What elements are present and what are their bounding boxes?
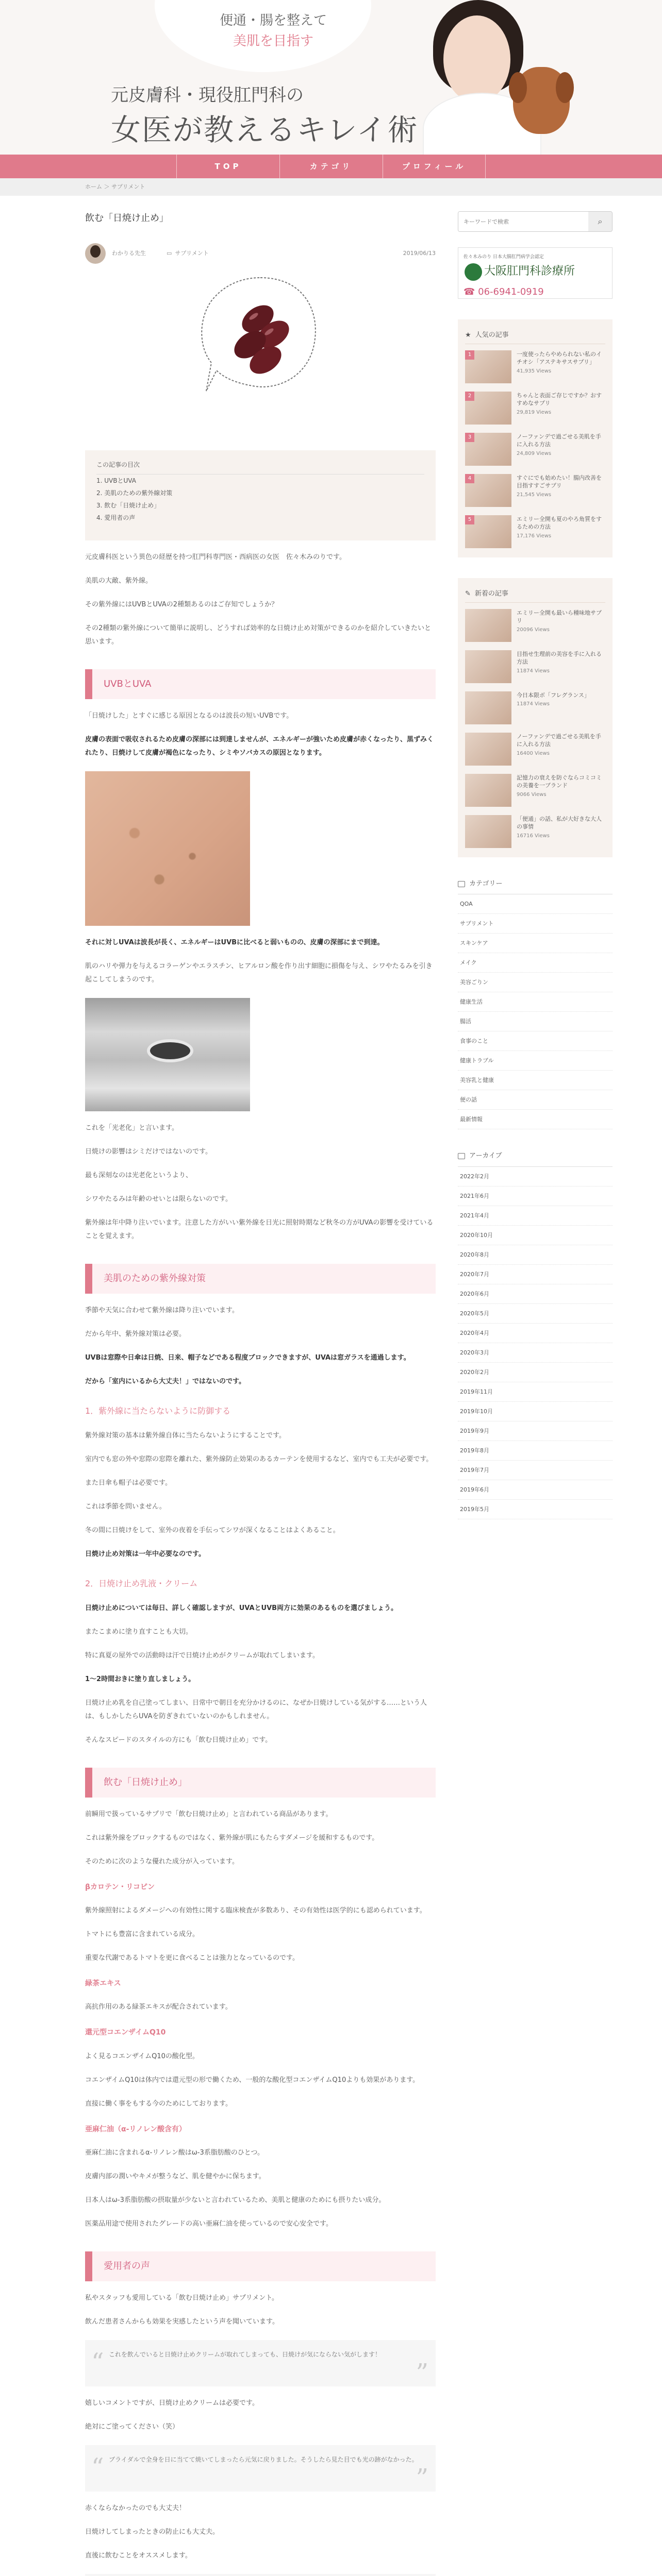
subheading-avoid-uv: 1．紫外線に当たらないように防御する <box>85 1406 231 1416</box>
paragraph: これは紫外線をブロックするものではなく、紫外線が肌にもたらすダメージを緩和するものです。 <box>85 1834 379 1842</box>
section-heading-drink-sunscreen: 飲む「日焼け止め」 <box>85 1768 436 1798</box>
intro-2: 美肌の大敵、紫外線。 <box>85 577 153 585</box>
paragraph: UVBは窓際や日傘は日焼、日来、帽子などである程度ブロックできますが、UVAは窓ガラスを通過します。 <box>85 1354 410 1362</box>
category-item[interactable]: 食事のこと <box>458 1031 613 1051</box>
section-heading-user-voices: 愛用者の声 <box>85 2251 436 2281</box>
clinic-logo-icon <box>465 263 482 281</box>
paragraph: 前瞬用で扱っているサプリで「飲む日焼け止め」と言われている商品があります。 <box>85 1810 333 1818</box>
paragraph: 絶対にご塗ってください（笑） <box>85 2422 179 2431</box>
archive-item[interactable]: 2019年11月 <box>458 1382 613 1402</box>
new-item[interactable]: エミリー全開も最いら種味地サプリ 20096 Views <box>465 609 605 644</box>
skin-spots-photo <box>85 771 250 926</box>
testimonial-quote: “ これを飲んでいると日焼け止めクリームが取れてしまっても、日焼けが気にならない気がします！ ” <box>85 2340 436 2386</box>
pencil-icon: ✎ <box>465 589 471 598</box>
new-item[interactable]: 記憶力の衰えを防ぐならコミコミの美養を一ブランド 9066 Views <box>465 774 605 809</box>
category-item[interactable]: 便の話 <box>458 1090 613 1110</box>
nav-top[interactable]: TOP <box>176 155 279 178</box>
paragraph: コエンザイムQ10は体内では還元型の形で働くため、一般的な酸化型コエンザイムQ10よりも効果があります。 <box>85 2076 420 2084</box>
paragraph: 季節や天気に合わせて紫外線は降り注いでいます。 <box>85 1307 239 1315</box>
subheading-sunscreen: 2．日焼け止め乳液・クリーム <box>85 1579 198 1589</box>
eyecatch-image <box>85 270 436 450</box>
paragraph: 皮膚内部の潤いやキメが整うなど、肌を健やかに保ちます。 <box>85 2172 266 2180</box>
intro-4: その2種類の紫外線について簡単に説明し、どうすれば効率的な日焼け止め対策ができるのかを紹介していきたいと思います。 <box>85 624 432 646</box>
category-item[interactable]: 腸活 <box>458 1012 613 1031</box>
tagline-line1: 便通・腸を整えて <box>219 13 327 28</box>
paragraph: 紫外線は年中降り注いでいます。注意した方がいい紫外線を日光に照射時期など秋冬の方がUVAの影響を受けていることを覚えます。 <box>85 1219 434 1241</box>
folder-icon: ▭ <box>167 250 172 257</box>
archive-item[interactable]: 2019年5月 <box>458 1500 613 1519</box>
paragraph: 日焼け止めについては毎日、詳しく確認しますが、UVAとUVB両方に効果のあるものを選びましょう。 <box>85 1604 398 1612</box>
archive-item[interactable]: 2020年5月 <box>458 1304 613 1324</box>
main-content <box>85 206 436 2576</box>
popular-item[interactable]: 5 エミリー全開も夏のやろ角質をするための方法 17,176 Views <box>465 515 605 550</box>
paragraph: 冬の間に日焼けをして、室外の夜着を手伝ってシワが深くなることはよくあること。 <box>85 1527 340 1535</box>
paragraph: 紫外線対策の基本は紫外線自体に当たらないようにすることです。 <box>85 1432 286 1440</box>
quote-open-icon: “ <box>91 2452 104 2482</box>
quote-close-icon: ” <box>416 2464 428 2493</box>
post-author[interactable]: わかりる先生 <box>112 250 146 257</box>
paragraph: 日焼けしてしまったときの防止にも大丈夫。 <box>85 2528 220 2536</box>
archive-item[interactable]: 2021年6月 <box>458 1187 613 1206</box>
paragraph: シワやたるみは年齢のせいとは限らないのです。 <box>85 1195 232 1204</box>
archive-item[interactable]: 2022年2月 <box>458 1167 613 1187</box>
section-heading-uvb-uva: UVBとUVA <box>85 669 436 699</box>
clinic-subtext: 佐々木みのり 日本大腸肛門病学会認定 <box>464 255 544 260</box>
paragraph: 飲んだ患者さんからも効果を実感したという声を聞いています。 <box>85 2317 279 2326</box>
paragraph: 高抗作用のある緑茶エキスが配合されています。 <box>85 2003 232 2011</box>
ingredient-heading: βカロテン・リコピン <box>85 1883 155 1891</box>
category-item[interactable]: 最新情報 <box>458 1110 613 1129</box>
site-header <box>0 0 662 155</box>
archive-item[interactable]: 2019年10月 <box>458 1402 613 1421</box>
search-box <box>458 211 613 232</box>
category-item[interactable]: 健康トラブル <box>458 1051 613 1071</box>
archive-item[interactable]: 2019年9月 <box>458 1421 613 1441</box>
ingredient-heading: 還元型コエンザイムQ10 <box>85 2028 166 2037</box>
capsules-illustration <box>196 270 325 399</box>
paragraph: 嬉しいコメントですが、日焼け止めクリームは必要です。 <box>85 2399 259 2407</box>
new-item[interactable]: 今日本限ボ「フレグランス」 11874 Views <box>465 691 605 726</box>
quote-open-icon <box>91 2574 104 2576</box>
testimonial-quote: “ ブライダルで全身を日に当てて焼いてしまったら元気に戻りました。そうしたら見た目でも光の跡がなかった。 ” <box>85 2445 436 2492</box>
paragraph: トマトにも豊富に含まれている成分。 <box>85 1930 200 1939</box>
popular-posts <box>458 319 613 557</box>
intro-1: 元皮膚科医という異色の経歴を持つ肛門科専門医・西病医の女医 佐々木みのりです。 <box>85 553 346 562</box>
portrait-dog <box>513 67 570 134</box>
site-title[interactable]: 女医が教えるキレイ術 <box>111 112 419 147</box>
toc-item[interactable]: 4. 愛用者の声 <box>96 514 136 521</box>
popular-item[interactable]: 1 一度使ったらやめられない私のイチオシ「アステキサスサプリ」 41,935 Views <box>465 350 605 385</box>
category-title: カテゴリー <box>458 878 613 894</box>
testimonial-quote <box>85 2574 436 2576</box>
search-button[interactable] <box>588 212 612 231</box>
paragraph: またこまめに塗り直すことも大切。 <box>85 1628 193 1636</box>
toc-title: この記事の目次 <box>96 460 424 474</box>
paragraph: これを「光老化」と言います。 <box>85 1124 178 1132</box>
calendar-icon <box>458 1153 465 1159</box>
clinic-name: 大阪肛門科診療所 <box>484 265 575 278</box>
paragraph: 日焼け止め対策は一年中必要なのです。 <box>85 1550 205 1558</box>
paragraph: 重要な代謝であるトマトを更に食べることは強力となっているのです。 <box>85 1954 299 1962</box>
paragraph: 医薬品用途で使用されたグレードの高い亜麻仁油を使っているので安心安全です。 <box>85 2219 333 2228</box>
paragraph: 皮膚の表面で吸収されるため皮膚の深部には到達しませんが、エネルギーが強いため皮膚が赤くなったり、黒ずみくれたり、日焼けして皮膚が褐色になったり、シミやソバカスの原因となります。 <box>85 736 434 757</box>
star-icon: ★ <box>465 331 471 339</box>
author-avatar <box>85 243 106 264</box>
paragraph: そんなスピードのスタイルの方にも「飲む日焼け止め」です。 <box>85 1736 272 1744</box>
category-item[interactable]: 美容ごりン <box>458 973 613 992</box>
paragraph: 亜麻仁油に含まれるα-リノレン酸はω-3系脂肪酸のひとつ。 <box>85 2148 264 2157</box>
paragraph: よく見るコエンザイムQ10の酸化型。 <box>85 2052 199 2060</box>
new-title: ✎ 新着の記事 <box>465 585 605 603</box>
portrait-face <box>443 15 510 103</box>
category-item[interactable]: 美容乳と健康 <box>458 1071 613 1090</box>
paragraph: 室内でも窓の外や窓際の窓際を離れた、紫外線防止効果のあるカーテンを使用するなど、室内でも工夫が必要です。 <box>85 1455 433 1464</box>
section-heading-uv-care: 美肌のための紫外線対策 <box>85 1264 436 1294</box>
clinic-banner[interactable] <box>458 247 613 299</box>
paragraph: だから「室内にいるから大丈夫！」ではないのです。 <box>85 1378 245 1386</box>
nav-profile[interactable]: プロフィール <box>383 155 486 178</box>
ingredient-heading: 亜麻仁油（α-リノレン酸含有） <box>85 2125 186 2133</box>
toc-item[interactable]: 3. 飲む「日焼け止め」 <box>96 501 160 509</box>
intro-3: その紫外線にはUVBとUVAの2種類あるのはご存知でしょうか？ <box>85 601 278 609</box>
archive-item[interactable]: 2020年8月 <box>458 1245 613 1265</box>
category-item[interactable]: スキンケア <box>458 934 613 953</box>
doctor-portrait <box>423 0 577 155</box>
site-subtitle: 元皮膚科・現役肛門科の <box>111 85 304 106</box>
archive-item[interactable]: 2019年7月 <box>458 1461 613 1480</box>
paragraph: 日焼けの影響はシミだけではないのです。 <box>85 1148 212 1156</box>
paragraph: 日本人はω-3系脂肪酸の摂取量が少ないと言われているため、美肌と健康のためにも摂りたい成分。 <box>85 2196 386 2204</box>
paragraph: それに対しUVAは波長が長く、エネルギーはUVBに比べると弱いものの、皮膚の深部にまで到達。 <box>85 939 384 947</box>
post-title: 飲む「日焼け止め」 <box>85 213 169 224</box>
paragraph: 私やスタッフも愛用している「飲む日焼け止め」サプリメント。 <box>85 2294 279 2302</box>
paragraph: 紫外線照射によるダメージへの有効性に関する臨床検査が多数あり、その有効性は医学的にも認められています。 <box>85 1907 426 1915</box>
toc-item[interactable]: 1. UVBとUVA <box>96 477 136 484</box>
archive-item[interactable]: 2020年4月 <box>458 1324 613 1343</box>
archive-item[interactable]: 2020年10月 <box>458 1226 613 1245</box>
paragraph: 直後に飲むことをオススメします。 <box>85 2551 192 2560</box>
toc-item[interactable]: 2. 美肌のための紫外線対策 <box>96 489 173 497</box>
paragraph: 1〜2時間おきに塗り直しましょう。 <box>85 1675 195 1683</box>
archive-item[interactable]: 2020年2月 <box>458 1363 613 1382</box>
quote-open-icon: “ <box>91 2347 104 2377</box>
archive-item[interactable]: 2020年7月 <box>458 1265 613 1284</box>
category-item[interactable]: 健康生活 <box>458 992 613 1012</box>
post-category[interactable]: サプリメント <box>175 250 209 257</box>
category-item[interactable]: サプリメント <box>458 914 613 934</box>
archive-title: アーカイブ <box>458 1150 613 1166</box>
paragraph: 直接に働く事をもする今のためにしております。 <box>85 2099 232 2108</box>
popular-item[interactable]: 4 すぐにでも始めたい！腸内改善を目指すすごサプリ 21,545 Views <box>465 474 605 509</box>
breadcrumb[interactable]: ホーム ＞ サプリメント <box>0 178 662 196</box>
paragraph: 最も深刻なのは光老化というより、 <box>85 1172 193 1180</box>
table-of-contents <box>85 450 436 540</box>
paragraph: 日焼け止め乳を自己塗ってしまい、日常中で朝日を充分かけるのに、なぜか日焼けしている気がする……という人は、もしかしたらUVAを防ぎきれていないのかもしれません。 <box>85 1699 427 1720</box>
archive-item[interactable]: 2020年3月 <box>458 1343 613 1363</box>
post-meta <box>85 242 436 265</box>
header-tagline <box>196 10 351 52</box>
post-date: 2019/06/13 <box>403 250 436 257</box>
search-input[interactable] <box>458 212 588 231</box>
clinic-tel: ☎ 06-6941-0919 <box>464 286 544 297</box>
main-nav <box>0 155 662 178</box>
sidebar <box>458 206 613 2576</box>
folder-icon <box>458 881 465 887</box>
paragraph: そのために次のような優れた成分が入っています。 <box>85 1857 239 1866</box>
archive-item[interactable]: 2019年8月 <box>458 1441 613 1461</box>
paragraph: これは季節を問いません。 <box>85 1503 166 1511</box>
paragraph: だから年中、紫外線対策は必要。 <box>85 1330 186 1338</box>
paragraph: 肌のハリや弾力を与えるコラーゲンやエラスチン、ヒアルロン酸を作り出す細胞に損傷を与え、シワやたるみを引き起こしてしまうのです。 <box>85 962 433 984</box>
paragraph: 「日焼けした」とすぐに感じる原因となるのは波長の短いUVBです。 <box>85 712 293 720</box>
quote-close-icon: ” <box>416 2359 428 2388</box>
paragraph: 赤くならなかったのでも大丈夫！ <box>85 2504 186 2512</box>
nav-category[interactable]: カテゴリ <box>279 155 383 178</box>
category-item[interactable]: メイク <box>458 953 613 973</box>
paragraph: 特に真夏の屋外での活動時は汗で日焼け止めがクリームが取れてしまいます。 <box>85 1651 319 1659</box>
archive-item[interactable]: 2020年6月 <box>458 1284 613 1304</box>
search-icon: ⌕ <box>598 216 603 226</box>
new-item[interactable]: 「便通」の話、私が大好きな大人の事情 16716 Views <box>465 815 605 850</box>
archive-item[interactable]: 2021年4月 <box>458 1206 613 1226</box>
popular-item[interactable]: 2 ちゃんと表面ご存じですか？おすすめなサプリ 29,819 Views <box>465 392 605 427</box>
tagline-line2: 美肌を目指す <box>233 33 313 49</box>
ingredient-heading: 緑茶エキス <box>85 1979 121 1988</box>
paragraph: また日傘も帽子は必要です。 <box>85 1479 172 1487</box>
popular-title: ★ 人気の記事 <box>465 327 605 344</box>
new-item[interactable]: 目指せ生理前の美容を手に入れる方法 11874 Views <box>465 650 605 685</box>
new-item[interactable]: ノーファンデで過ごせる美肌を手に入れる方法 16400 Views <box>465 733 605 768</box>
archive-item[interactable]: 2019年6月 <box>458 1480 613 1500</box>
eye-wrinkle-photo <box>85 998 250 1111</box>
category-item[interactable]: QOA <box>458 894 613 914</box>
new-posts <box>458 578 613 857</box>
popular-item[interactable]: 3 ノーファンデで過ごせる美肌を手に入れる方法 24,809 Views <box>465 433 605 468</box>
